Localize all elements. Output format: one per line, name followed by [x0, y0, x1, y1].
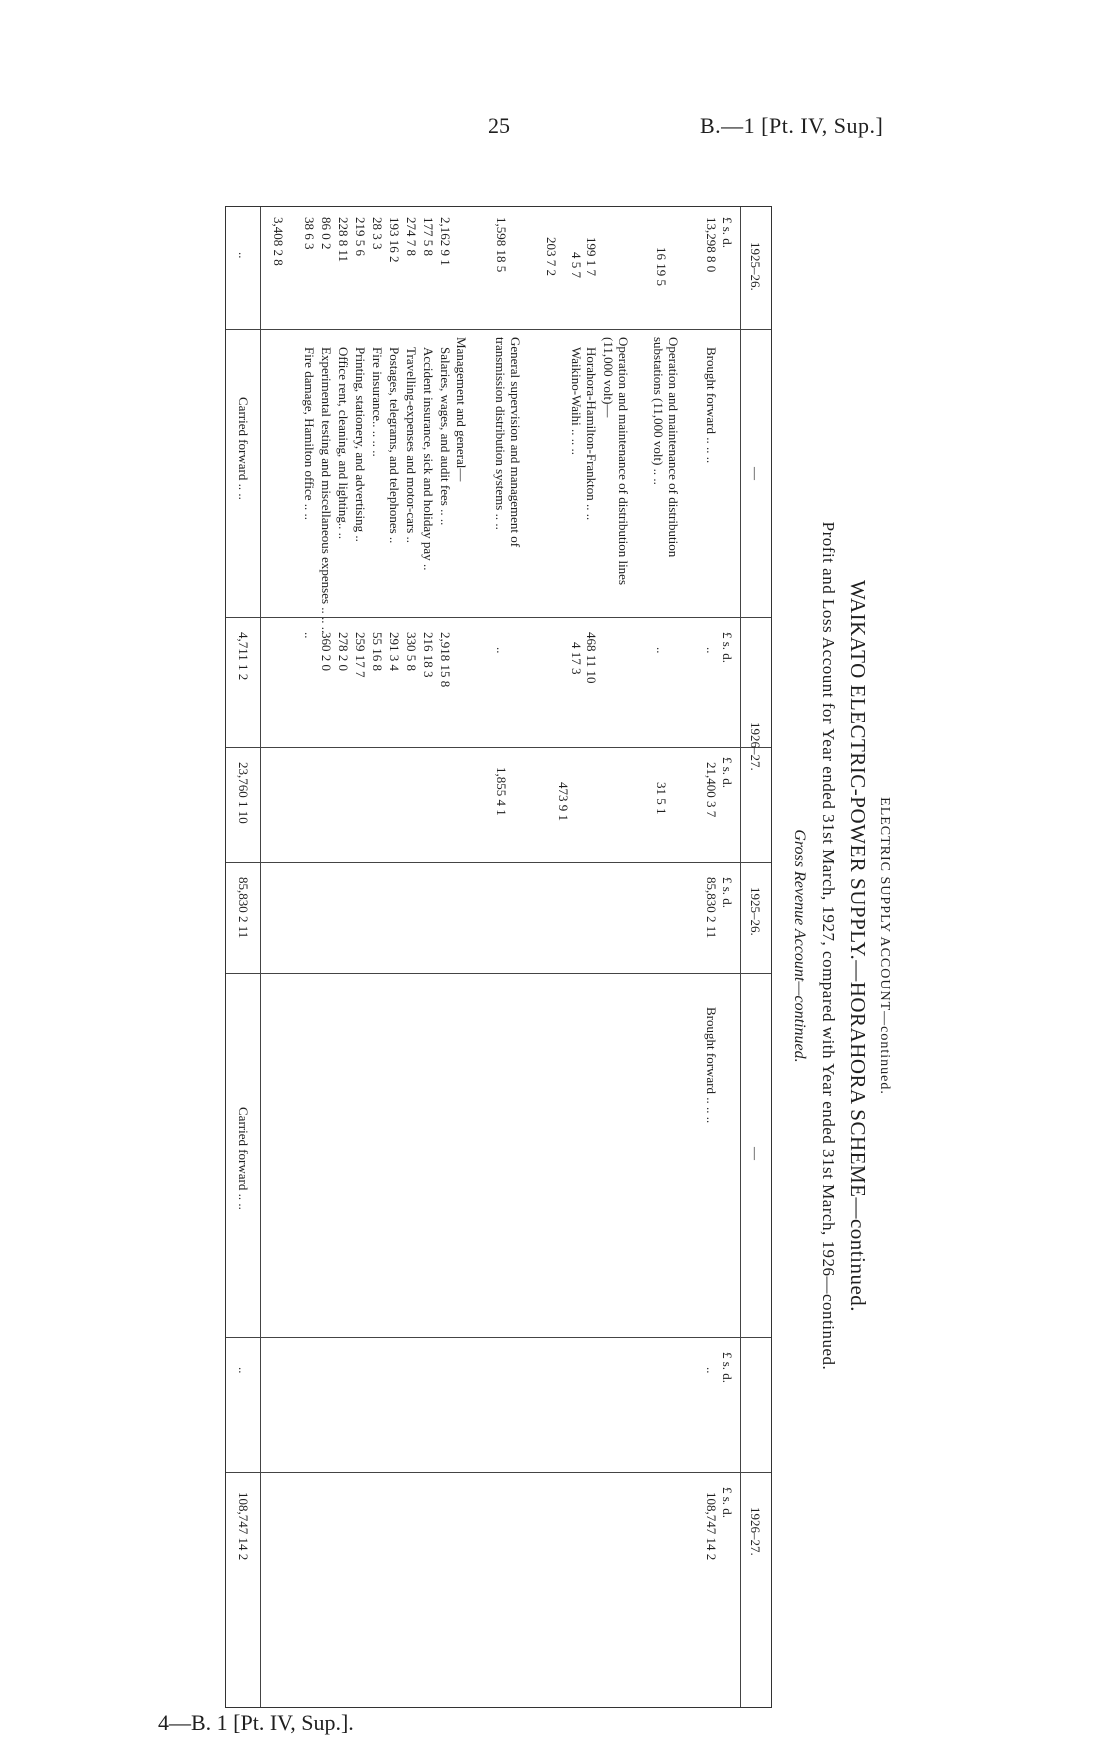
- mgmt-value-1925: 38 6 3: [302, 217, 317, 250]
- mgmt-value-1926: 330 5 8: [404, 632, 419, 671]
- mgmt-value-1926: 259 17 7: [353, 632, 368, 678]
- header-1926-cr: 1926–27.: [748, 1507, 763, 1556]
- mgmt-item: Accident insurance, sick and holiday pay ..: [421, 347, 436, 571]
- col-divider: [226, 862, 771, 863]
- mgmt-item: Fire insurance.. .. .. ..: [370, 347, 385, 457]
- mgmt-value-1926: 55 16 8: [370, 632, 385, 671]
- mgmt-value-1925: 2,162 9 1: [438, 217, 453, 266]
- col-divider: [226, 329, 771, 330]
- distrib-1925: 16 19 5: [654, 247, 669, 286]
- brought-forward-label: Brought forward .. .. ..: [704, 347, 719, 464]
- lines-item: Horahora-Hamilton-Frankton .. ..: [584, 347, 599, 521]
- distrib-dots: ..: [654, 647, 669, 654]
- supervision-label: General supervision and management of transmission distribution systems .. ..: [493, 337, 523, 548]
- carried-1925-dots: ..: [236, 252, 251, 259]
- col-divider: [226, 1472, 771, 1473]
- mgmt-value-1926: 291 3 4: [387, 632, 402, 671]
- header-dash: —: [748, 467, 763, 480]
- mgmt-value-1925: 219 5 6: [353, 217, 368, 256]
- col-divider: [226, 1337, 771, 1338]
- scheme-heading: WAIKATO ELECTRIC-POWER SUPPLY.—HORAHORA SCHEME—continued.: [846, 579, 870, 1313]
- mgmt-item: Travelling-expenses and motor-cars ..: [404, 347, 419, 544]
- lines-1925: 4 5 7: [569, 252, 584, 278]
- brought-forward-1925: 13,298 8 0: [704, 217, 719, 273]
- lines-1926-detail: 4 17 3: [569, 642, 584, 675]
- col-divider: [226, 747, 771, 748]
- header-1925: 1925–26.: [748, 242, 763, 291]
- mgmt-total-1925: 3,408 2 8: [271, 217, 286, 266]
- sub-heading: Gross Revenue Account—continued.: [791, 829, 808, 1063]
- lines-total-1925: 203 7 2: [544, 237, 559, 276]
- distrib-label: Operation and maintenance of distribution substations (11,000 volt) .. ..: [651, 337, 681, 558]
- lsd-label: £ s. d.: [720, 757, 735, 789]
- header-1925-cr: 1925–26.: [748, 887, 763, 936]
- lsd-label: £ s. d.: [720, 632, 735, 664]
- supervision-1926: 1,855 4 1: [494, 767, 509, 816]
- cr-carried-dots: ..: [236, 1367, 251, 1374]
- mgmt-item: Fire damage, Hamilton office .. ..: [302, 347, 317, 521]
- lines-1925: 199 1 7: [584, 237, 599, 276]
- carried-1925-cr: 85,830 2 11: [236, 877, 251, 939]
- mgmt-value-1926: 360 2 0: [319, 632, 334, 671]
- cr-brought-dots: ..: [704, 1367, 719, 1374]
- cr-brought-1926: 108,747 14 2: [704, 1492, 719, 1561]
- mgmt-value-1926: 216 18 3: [421, 632, 436, 678]
- header-rule: [740, 207, 741, 1707]
- cr-carried-label: Carried forward .. ..: [236, 1107, 251, 1210]
- mgmt-label: Management and general—: [454, 337, 469, 482]
- lsd-label: £ s. d.: [720, 217, 735, 249]
- mgmt-value-1926: ..: [302, 632, 317, 639]
- carried-forward-label: Carried forward .. ..: [236, 397, 251, 500]
- footer-rule: [260, 207, 261, 1707]
- mgmt-item: Experimental testing and miscellaneous expenses .. .. ..: [319, 347, 334, 634]
- carried-1926: 23,760 1 10: [236, 762, 251, 824]
- header-1926: 1926–27.: [748, 722, 763, 771]
- mgmt-item: Salaries, wages, and audit fees .. ..: [438, 347, 453, 526]
- lines-1926-detail: 468 11 10: [584, 632, 599, 684]
- cr-carried-1926: 108,747 14 2: [236, 1492, 251, 1561]
- col-divider: [226, 617, 771, 618]
- page-reference: B.—1 [Pt. IV, Sup.]: [700, 113, 884, 138]
- brought-forward-1926: 21,400 3 7: [704, 762, 719, 818]
- mgmt-item: Postages, telegrams, and telephones ..: [387, 347, 402, 544]
- header-dash-cr: —: [748, 1147, 763, 1160]
- supervision-dots: ..: [494, 647, 509, 654]
- lsd-label: £ s. d.: [720, 1487, 735, 1519]
- account-heading: ELECTRIC SUPPLY ACCOUNT—continued.: [877, 797, 892, 1095]
- mgmt-value-1925: 86 0 2: [319, 217, 334, 250]
- profit-loss-table: [225, 206, 772, 1708]
- footer-reference: 4—B. 1 [Pt. IV, Sup.].: [158, 1710, 354, 1735]
- mgmt-value-1925: 274 7 8: [404, 217, 419, 256]
- mgmt-item: Printing, stationery, and advertising ..: [353, 347, 368, 542]
- brought-forward-dots: ..: [704, 647, 719, 654]
- mgmt-value-1925: 228 8 11: [336, 217, 351, 263]
- page-number: 25: [488, 113, 510, 138]
- mgmt-value-1925: 28 3 3: [370, 217, 385, 250]
- lsd-label: £ s. d.: [720, 1352, 735, 1384]
- supervision-1925: 1,598 18 5: [494, 217, 509, 273]
- mgmt-value-1925: 193 16 2: [387, 217, 402, 263]
- mgmt-value-1926: 2,918 15 8: [438, 632, 453, 688]
- mgmt-value-1926: 278 2 0: [336, 632, 351, 671]
- rotated-account-table: [225, 166, 900, 1726]
- period-heading: Profit and Loss Account for Year ended 31st March, 1927, compared with Year ended 31st March, 1926—continued.: [819, 521, 838, 1371]
- col-divider: [226, 973, 771, 974]
- mgmt-item: Office rent, cleaning, and lighting.. ..: [336, 347, 351, 540]
- lines-label: Operation and maintenance of distribution lines (11,000 volt)—: [601, 337, 631, 586]
- lines-total-1926: 473 9 1: [556, 782, 571, 821]
- cr-brought-label: Brought forward .. .. ..: [704, 1007, 719, 1124]
- lines-item: Waikino-Waihi .. .. ..: [569, 347, 584, 456]
- carried-1926-detail: 4,711 1 2: [236, 632, 251, 681]
- cr-brought-1925: 85,830 2 11: [704, 877, 719, 939]
- mgmt-value-1925: 177 5 8: [421, 217, 436, 256]
- lsd-label: £ s. d.: [720, 877, 735, 909]
- distrib-1926: 31 5 1: [654, 782, 669, 815]
